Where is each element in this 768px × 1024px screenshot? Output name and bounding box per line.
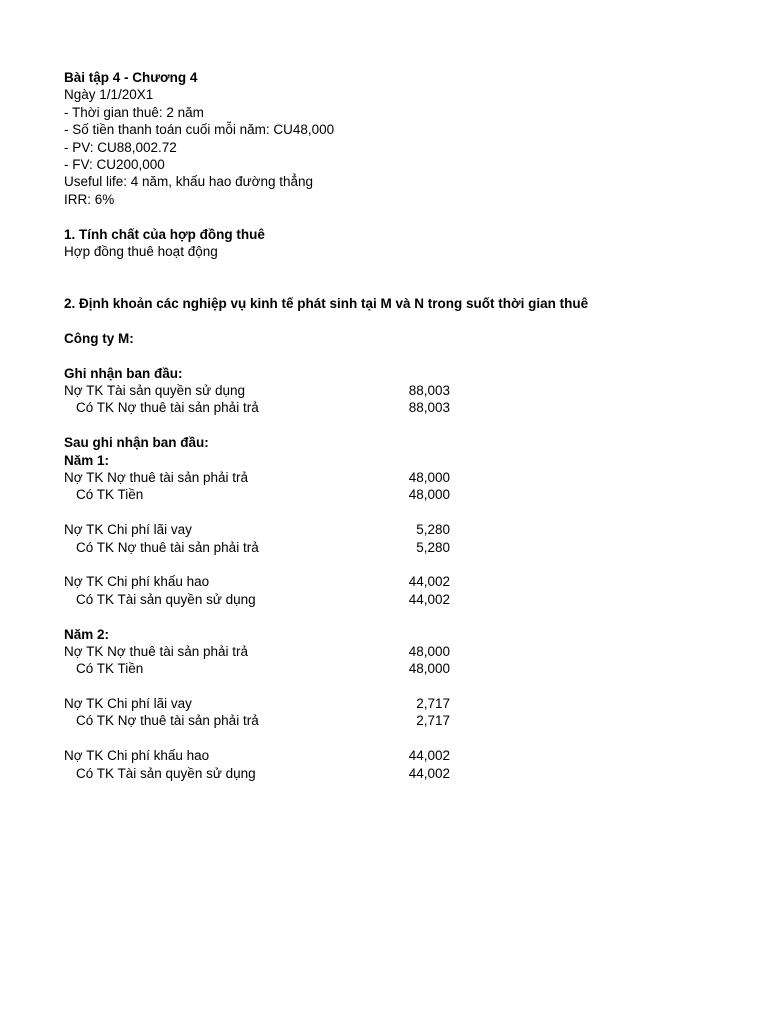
debit-account: Nợ TK Tài sản quyền sử dụng xyxy=(64,383,245,399)
journal-debit-row xyxy=(64,573,704,590)
credit-account: Có TK Tiền xyxy=(76,487,144,503)
debit-amount: 48,000 xyxy=(408,643,450,659)
credit-account: Có TK Nợ thuê tài sản phải trả xyxy=(76,400,259,416)
debit-amount: 2,717 xyxy=(416,696,450,712)
journal-debit-row xyxy=(64,382,704,399)
spacer xyxy=(64,504,704,521)
section1-answer: Hợp đồng thuê hoạt động xyxy=(64,243,218,259)
credit-account: Có TK Tiền xyxy=(76,661,144,677)
fact-future-value: - FV: CU200,000 xyxy=(64,156,165,172)
journal-credit-row xyxy=(64,765,704,782)
spacer xyxy=(64,730,704,747)
journal-credit-row xyxy=(64,591,704,608)
spacer xyxy=(64,608,704,625)
journal-credit-row xyxy=(64,660,704,677)
spacer xyxy=(64,556,704,573)
journal-debit-row xyxy=(64,643,704,660)
credit-account: Có TK Tài sản quyền sử dụng xyxy=(76,765,256,781)
fact-annual-payment: - Số tiền thanh toán cuối mỗi năm: CU48,000 xyxy=(64,122,335,138)
section2-heading: 2. Định khoản các nghiệp vụ kinh tế phát sinh tại M và N trong suốt thời gian thuê xyxy=(64,296,589,312)
credit-amount: 5,280 xyxy=(416,539,450,555)
journal-debit-row xyxy=(64,469,704,486)
year-label: Năm 1: xyxy=(64,452,110,468)
exercise-date: Ngày 1/1/20X1 xyxy=(64,87,154,103)
journal-credit-row xyxy=(64,539,704,556)
credit-amount: 44,002 xyxy=(408,591,450,607)
journal-credit-row xyxy=(64,486,704,503)
debit-amount: 88,003 xyxy=(408,383,450,399)
credit-account: Có TK Nợ thuê tài sản phải trả xyxy=(76,713,259,729)
journal-credit-row xyxy=(64,399,704,416)
credit-amount: 44,002 xyxy=(408,765,450,781)
debit-account: Nợ TK Chi phí lãi vay xyxy=(64,696,192,712)
journal-credit-row xyxy=(64,712,704,729)
spacer xyxy=(64,278,704,295)
spacer xyxy=(64,678,704,695)
company-label: Công ty M: xyxy=(64,330,134,346)
spacer xyxy=(64,417,704,434)
year-label: Năm 2: xyxy=(64,626,110,642)
debit-account: Nợ TK Chi phí khấu hao xyxy=(64,574,210,590)
debit-amount: 5,280 xyxy=(416,522,450,538)
spacer xyxy=(64,208,704,225)
debit-amount: 44,002 xyxy=(408,748,450,764)
credit-amount: 88,003 xyxy=(408,400,450,416)
section1-heading: 1. Tính chất của hợp đồng thuê xyxy=(64,226,265,242)
spacer xyxy=(64,347,704,364)
credit-amount: 48,000 xyxy=(408,487,450,503)
debit-account: Nợ TK Nợ thuê tài sản phải trả xyxy=(64,643,249,659)
credit-amount: 48,000 xyxy=(408,661,450,677)
debit-account: Nợ TK Chi phí lãi vay xyxy=(64,522,192,538)
credit-amount: 2,717 xyxy=(416,713,450,729)
fact-lease-term: - Thời gian thuê: 2 năm xyxy=(64,104,204,120)
credit-account: Có TK Nợ thuê tài sản phải trả xyxy=(76,539,259,555)
subsequent-recognition-heading: Sau ghi nhận ban đầu: xyxy=(64,435,209,451)
initial-recognition-heading: Ghi nhận ban đầu: xyxy=(64,365,183,381)
debit-account: Nợ TK Nợ thuê tài sản phải trả xyxy=(64,469,249,485)
exercise-title: Bài tập 4 - Chương 4 xyxy=(64,70,198,85)
journal-debit-row xyxy=(64,747,704,764)
fact-present-value: - PV: CU88,002.72 xyxy=(64,139,177,155)
spacer xyxy=(64,312,704,329)
debit-account: Nợ TK Chi phí khấu hao xyxy=(64,748,210,764)
debit-amount: 48,000 xyxy=(408,469,450,485)
credit-account: Có TK Tài sản quyền sử dụng xyxy=(76,591,256,607)
journal-debit-row xyxy=(64,521,704,538)
journal-debit-row xyxy=(64,695,704,712)
spacer xyxy=(64,260,704,277)
debit-amount: 44,002 xyxy=(408,574,450,590)
fact-irr: IRR: 6% xyxy=(64,191,115,207)
fact-useful-life: Useful life: 4 năm, khấu hao đường thẳng xyxy=(64,174,314,190)
